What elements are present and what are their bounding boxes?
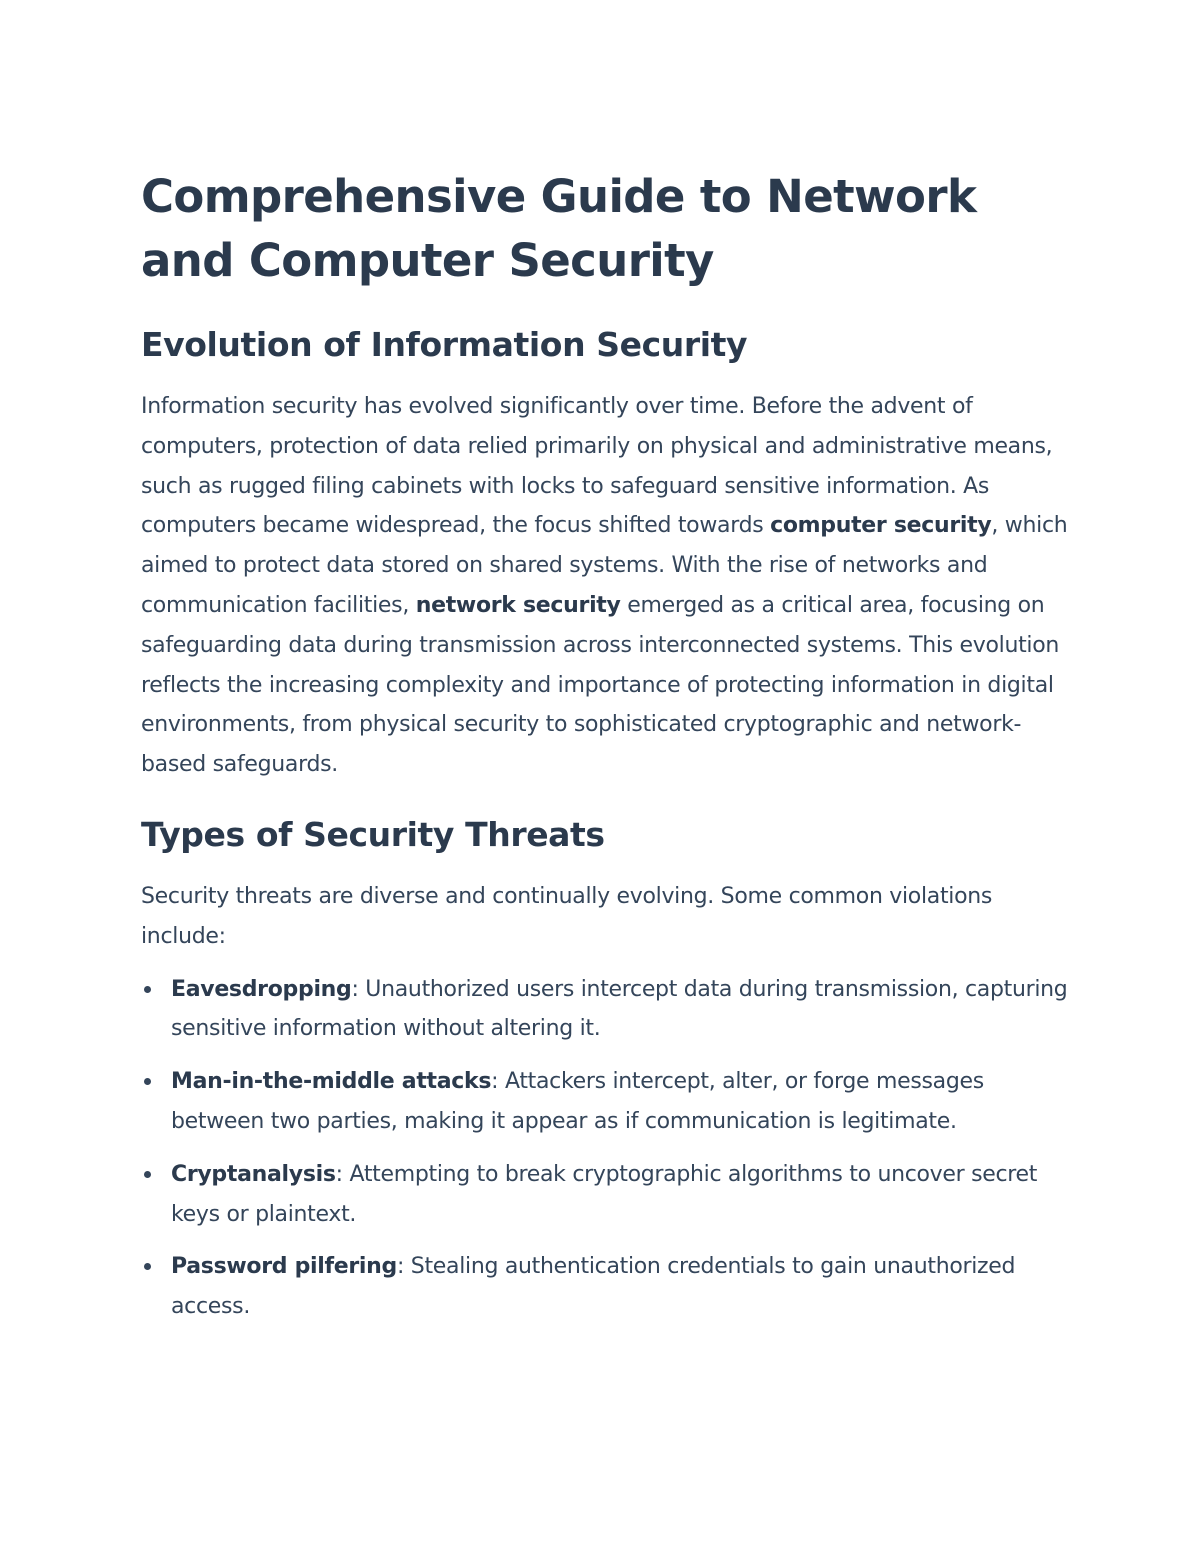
list-item-desc: : Attempting to break cryptographic algorithms to uncover secret keys or plaintext. (171, 1161, 1038, 1227)
section-heading-evolution: Evolution of Information Security (141, 325, 748, 364)
bold-term-network-security: network security (415, 592, 621, 618)
paragraph-text: emerged as a critical area, focusing on safeguarding data during transmission across interconnected systems. This evolution reflects the increasing complexity and importance of protecting information in digital environments, from physical security to sophisticated cryptographic and network-based safeguards. (141, 592, 1060, 778)
list-item-term: Eavesdropping (171, 976, 352, 1002)
paragraph-threats-intro: Security threats are diverse and continually evolving. Some common violations include: (141, 883, 993, 949)
document-page (141, 165, 1071, 1340)
section-heading-threats: Types of Security Threats (141, 814, 605, 854)
bullet-icon (144, 1078, 151, 1085)
bullet-icon (144, 1263, 151, 1270)
list-item-desc: : Unauthorized users intercept data during transmission, capturing sensitive information without altering it. (171, 976, 1068, 1042)
bullet-icon (144, 986, 151, 993)
paragraph-text: Information security has evolved significantly over time. Before the advent of computers, protection of data relied primarily on physical and administrative means, such as rugged filing cabinets with locks to safeguard sensitive information. As computers became widespread, the focus shifted towards (141, 394, 1053, 539)
threats-list (141, 970, 1071, 1327)
list-item-desc: : Attackers intercept, alter, or forge messages between two parties, making it appear as if communication is legitimate. (171, 1069, 984, 1134)
list-item-term: Password pilfering (171, 1254, 397, 1280)
bullet-icon (144, 1171, 151, 1178)
list-item-term: Man-in-the-middle attacks (171, 1069, 492, 1095)
list-item (141, 1155, 1071, 1235)
list-item-desc: : Stealing authentication credentials to gain unauthorized access. (171, 1254, 1016, 1320)
list-item (141, 970, 1071, 1050)
list-item-term: Cryptanalysis (171, 1161, 336, 1187)
paragraph-evolution (141, 387, 1071, 785)
list-item (141, 1247, 1071, 1327)
page-title: Comprehensive Guide to Network and Computer Security (141, 170, 977, 287)
list-item (141, 1062, 1071, 1142)
paragraph-text: , which aimed to protect data stored on shared systems. With the rise of networks and communication facilities, (141, 513, 1068, 618)
bold-term-computer-security: computer security (770, 513, 992, 539)
